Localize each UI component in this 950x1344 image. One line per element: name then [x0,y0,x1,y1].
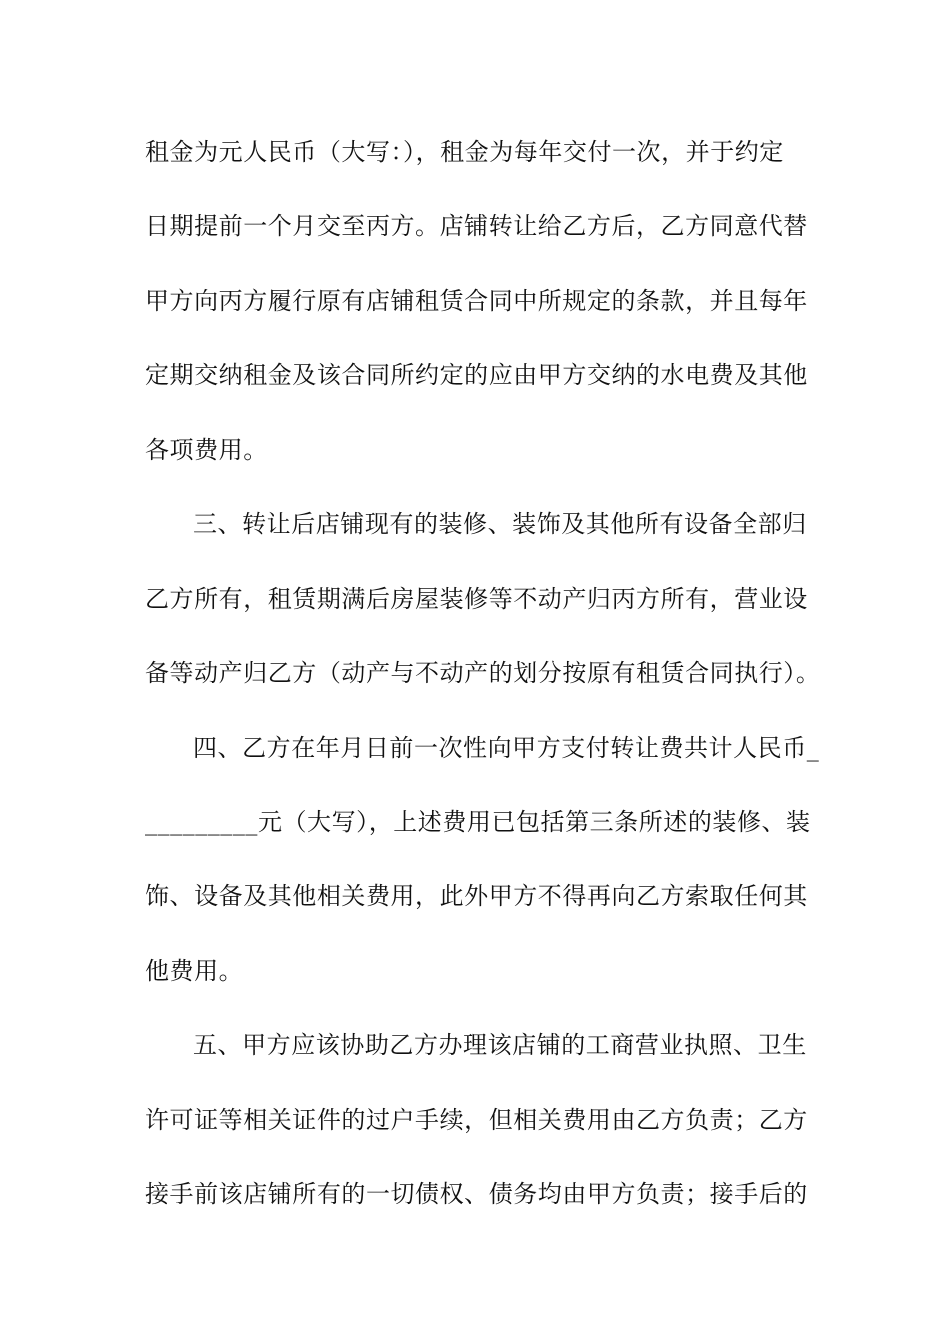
text-line-3: 甲方向丙方履行原有店铺租赁合同中所规定的条款，并且每年 [145,287,808,315]
paragraph-3-line-2: 乙方所有，租赁期满后房屋装修等不动产归丙方所有，营业设 [145,585,808,613]
paragraph-5-line-3: 接手前该店铺所有的一切债权、债务均由甲方负责；接手后的 [145,1180,808,1208]
text-line-1: 租金为元人民币（大写：），租金为每年交付一次，并于约定 [145,138,784,166]
paragraph-4-line-3: 饰、设备及其他相关费用，此外甲方不得再向乙方索取任何其 [145,882,808,910]
paragraph-5-line-2: 许可证等相关证件的过户手续，但相关费用由乙方负责；乙方 [145,1106,808,1134]
paragraph-3-line-1: 三、转让后店铺现有的装修、装饰及其他所有设备全部归 [193,510,807,538]
paragraph-3-line-3: 备等动产归乙方（动产与不动产的划分按原有租赁合同执行）。 [145,659,821,687]
paragraph-4-line-1: 四、乙方在年月日前一次性向甲方支付转让费共计人民币_ [193,734,820,762]
text-line-2: 日期提前一个月交至丙方。店铺转让给乙方后，乙方同意代替 [145,212,808,240]
text-line-4: 定期交纳租金及该合同所约定的应由甲方交纳的水电费及其他 [145,361,808,389]
paragraph-4-line-2: _________元（大写），上述费用已包括第三条所述的装修、装 [145,808,811,836]
paragraph-4-line-4: 他费用。 [145,957,244,985]
text-line-5: 各项费用。 [145,436,268,464]
paragraph-5-line-1: 五、甲方应该协助乙方办理该店铺的工商营业执照、卫生 [193,1031,807,1059]
